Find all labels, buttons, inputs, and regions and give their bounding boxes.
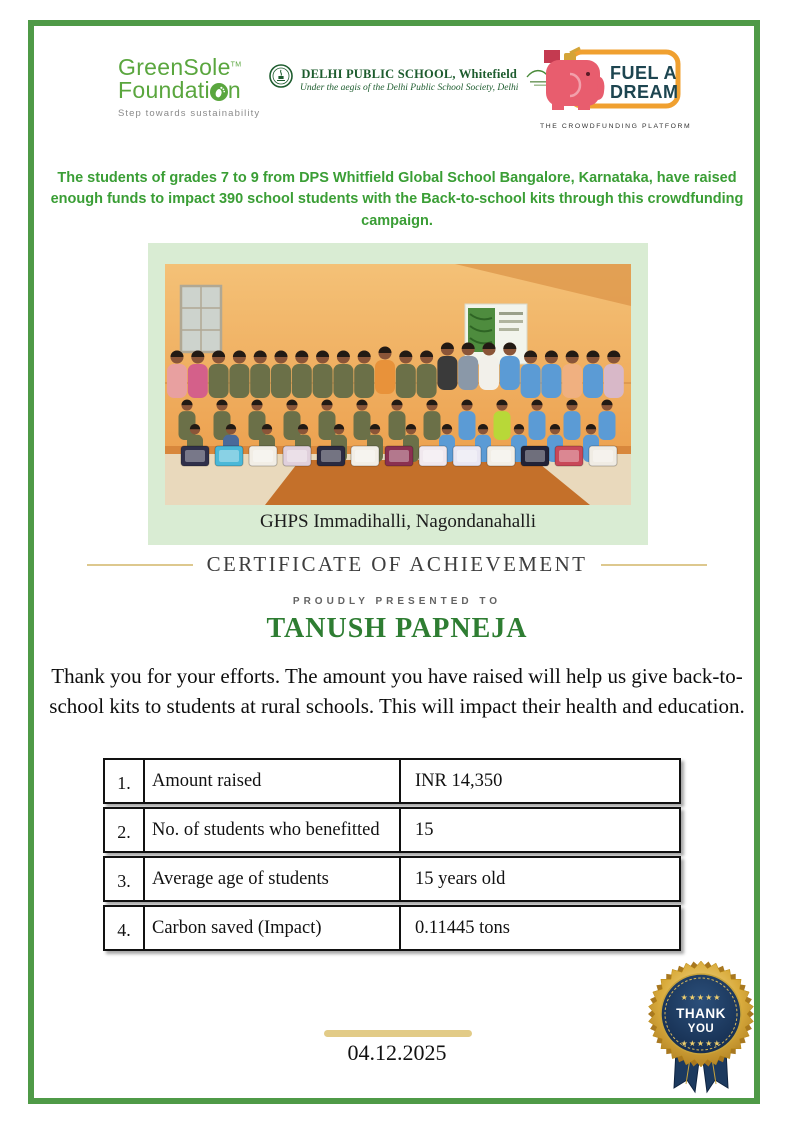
greensole-foundation	[118, 79, 288, 105]
row-value: INR 14,350	[415, 770, 503, 791]
badge-stars-bottom: ★★★★★	[680, 1039, 722, 1048]
row-label: Amount raised	[145, 760, 401, 802]
photo-floor-panel	[265, 460, 590, 505]
certificate-date: 04.12.2025	[347, 1040, 447, 1065]
dps-title: DELHI PUBLIC SCHOOL, Whitefield	[301, 66, 518, 81]
recipient-name: TANUSH PAPNEJA	[266, 613, 528, 644]
row-value: 15	[415, 819, 434, 840]
fueladream-line1: FUEL A	[610, 63, 678, 83]
table-row	[103, 807, 681, 853]
group-photo-illustration	[165, 264, 631, 505]
header-logos	[0, 0, 794, 150]
row-value: 15 years old	[415, 868, 506, 889]
footprint-icon	[210, 82, 228, 105]
row-number: 1.	[105, 760, 145, 802]
table-row	[103, 758, 681, 804]
row-number: 2.	[105, 809, 145, 851]
title-rule-left	[87, 564, 193, 566]
certificate-title-row	[0, 552, 794, 577]
date-rule	[324, 1030, 472, 1037]
campaign-summary-text: The students of grades 7 to 9 from DPS Whitfield Global School Bangalore, Karnataka, have raised enough funds to impact 390 school students with the Back-to-school kits through this crowdfunding campaign.	[50, 170, 744, 229]
thank-you-badge	[645, 956, 757, 1096]
fueladream-logo	[540, 46, 692, 130]
badge-thank: THANK	[676, 1006, 726, 1021]
dps-logo	[268, 62, 536, 97]
badge-stars-top: ★★★★★	[680, 993, 722, 1002]
presented-label: PROUDLY PRESENTED TO	[292, 596, 502, 607]
row-label: Average age of students	[145, 858, 401, 900]
row-number: 4.	[105, 907, 145, 949]
row-label: No. of students who benefitted	[145, 809, 401, 851]
dps-text	[300, 67, 518, 93]
photo-caption: GHPS Immadihalli, Nagondanahalli	[260, 511, 536, 532]
greensole-foundation-pre: Foundati	[118, 77, 210, 104]
greensole-logo	[118, 56, 288, 119]
table-row	[103, 905, 681, 951]
certificate-title: CERTIFICATE OF ACHIEVEMENT	[206, 552, 588, 576]
badge-you: YOU	[687, 1023, 715, 1035]
photo-banner	[465, 304, 527, 364]
greensole-tm: TM	[230, 61, 242, 69]
table-row	[103, 856, 681, 902]
row-number: 3.	[105, 858, 145, 900]
row-label: Carbon saved (Impact)	[145, 907, 401, 949]
greensole-tagline: Step towards sustainability	[118, 107, 261, 119]
photo-card	[148, 243, 648, 545]
greensole-name	[118, 56, 288, 79]
fueladream-line2: DREAM	[610, 82, 679, 102]
dps-crest-icon	[268, 62, 294, 97]
row-value: 0.11445 tons	[415, 917, 510, 938]
title-rule-right	[601, 564, 707, 566]
photo-window	[181, 286, 221, 352]
impact-table	[103, 758, 681, 954]
dps-subtitle: Under the aegis of the Delhi Public School Society, Delhi	[300, 82, 519, 93]
fueladream-tagline: THE CROWDFUNDING PLATFORM	[540, 123, 692, 130]
greensole-foundation-post: n	[227, 77, 242, 104]
fueladream-graphic	[540, 46, 682, 116]
greensole-name-text: GreenSole	[118, 54, 231, 80]
thank-you-message: Thank you for your efforts. The amount you have raised will help us give back-to-school kits to students at rural schools. This will impact their health and education.	[49, 664, 745, 718]
